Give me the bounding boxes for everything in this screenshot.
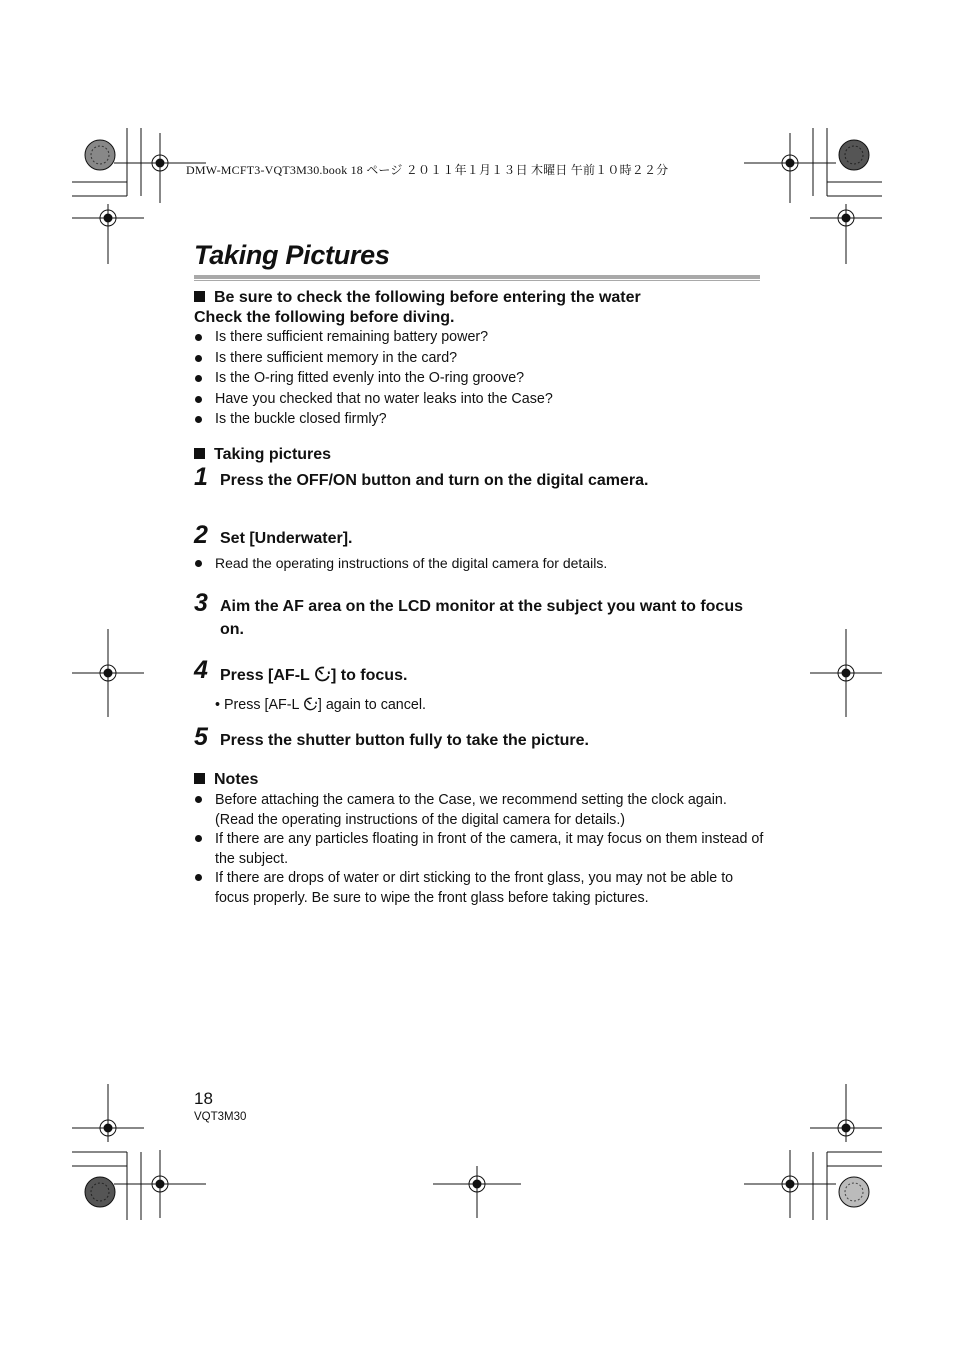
- square-bullet-icon: [194, 773, 205, 784]
- bullet-icon: [195, 396, 202, 403]
- bullet-icon: [195, 375, 202, 382]
- note-item: If there are drops of water or dirt sticking to the front glass, you may not be able to focus properly. Be sure to wipe the front glass before taking pictures.: [194, 869, 764, 909]
- self-timer-icon: [303, 696, 318, 711]
- step-text: Press [AF-L ] to focus.: [220, 667, 408, 684]
- book-meta-header: DMW-MCFT3-VQT3M30.book 18 ページ ２０１１年１月１３日 木曜日 午前１０時２２分: [186, 163, 669, 177]
- page-number: 18: [194, 1089, 213, 1108]
- step-number: 1: [194, 463, 208, 491]
- model-code: VQT3M30: [194, 1111, 247, 1123]
- step-text: Press the OFF/ON button and turn on the digital camera.: [220, 472, 649, 489]
- step-text: Press the shutter button fully to take the picture.: [220, 732, 589, 749]
- square-bullet-icon: [194, 448, 205, 459]
- section-subheading: Check the following before diving.: [194, 309, 455, 326]
- bullet-icon: [195, 334, 202, 341]
- bullet-icon: [195, 796, 202, 803]
- note-item: Before attaching the camera to the Case, we recommend setting the clock again. (Read the operating instructions of the digital camera for details.): [194, 791, 764, 831]
- note-item: If there are any particles floating in front of the camera, it may focus on them instead of the subject.: [194, 830, 764, 870]
- section-heading-notes: Notes: [194, 771, 258, 789]
- step-text-continued: on.: [220, 621, 244, 638]
- bullet-icon: [195, 355, 202, 362]
- title-rule: [194, 275, 760, 279]
- step-number: 3: [194, 589, 208, 617]
- section-heading-taking-pictures: Taking pictures: [194, 446, 331, 464]
- self-timer-icon: [314, 665, 331, 682]
- step-sub-note: • Press [AF-L ] again to cancel.: [215, 697, 426, 713]
- title-rule-thin: [194, 280, 760, 281]
- bullet-icon: [195, 560, 202, 567]
- page-title: Taking Pictures: [194, 240, 390, 270]
- bullet-icon: [195, 835, 202, 842]
- step-number: 5: [194, 723, 208, 751]
- bullet-icon: [195, 874, 202, 881]
- step-text: Set [Underwater].: [220, 530, 353, 547]
- step-number: 2: [194, 521, 208, 549]
- bullet-icon: [195, 416, 202, 423]
- section-heading-pre-dive: Be sure to check the following before entering the water: [194, 289, 641, 307]
- square-bullet-icon: [194, 291, 205, 302]
- step-number: 4: [194, 656, 208, 684]
- step-text: Aim the AF area on the LCD monitor at the subject you want to focus: [220, 598, 743, 615]
